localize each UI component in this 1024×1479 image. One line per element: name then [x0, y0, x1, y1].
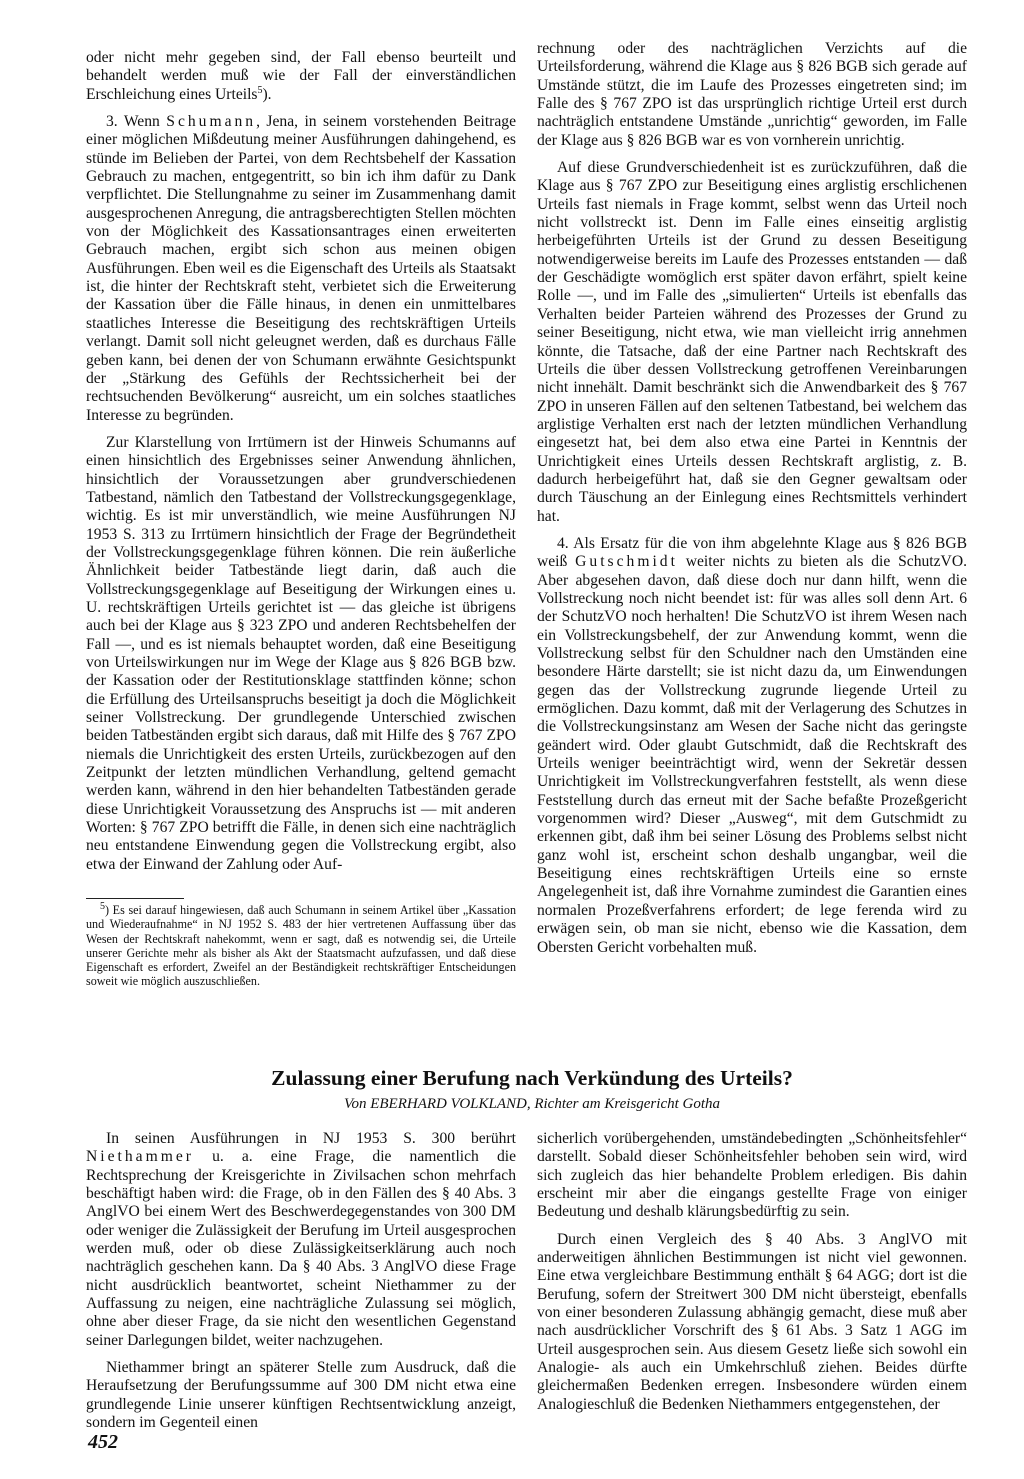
paragraph: Zur Klarstellung von Irrtümern ist der Hinweis Schumanns auf einen hinsichtlich des Ergebnisses seiner Anwendung ähnlichen, hinsichtlich der Voraussetzungen aber grundverschiedenen Tatbestand, nämlich den Tatbestand der Vollstreckungsgegenklage, wichtig. Es ist mir unverständlich, wie meine Ausführungen NJ 1953 S. 313 zu Irrtümern hinsichtlich der Frage der Begründetheit der Vollstreckungsgegenklage führen können. Die rein äußerliche Ähnlichkeit beider Tatbestände liegt darin, daß auch die Vollstreckungsgegenklage auf Beseitigung der Wirkungen eines u. U. rechtskräftigen Urteils gerichtet ist — das gleiche ist übrigens auch bei der Klage aus § 323 ZPO und anderen Rechtsbehelfen der Fall —, und es ist niemals behauptet worden, daß eine Beseitigung von Urteilswirkungen nur im Wege der Klage aus § 826 BGB bzw. der Kassation oder der Restitutionsklage stattfinden könne; schon die Erfüllung des Urteilsanspruchs beseitigt ja doch die Möglichkeit seiner Vollstreckung. Der grundlegende Unterschied zwischen beiden Tatbeständen ergibt sich daraus, daß mit Hilfe des § 767 ZPO niemals die Unrichtigkeit des ersten Urteils, zurückbezogen auf den Zeitpunkt der letzten mündlichen Verhandlung, geltend gemacht werden kann, während in den hier behandelten Tatbeständen gerade diese Unrichtigkeit Voraussetzung des Anspruchs ist — mit anderen Worten: § 767 ZPO betrifft die Fälle, in denen sich eine nachträglich neu entstandene Einwendung gegen die Vollstreckung ergibt, also etwa der Einwand der Zahlung oder Auf-: [86, 433, 516, 873]
author-name: Niethammer: [86, 1148, 194, 1166]
paragraph-text: , Jena, in seinem vorstehenden Beitrage einer möglichen Mißdeutung meiner Ausführungen dahingehend, es stünde im Belieben der Partei, von dem Rechtsbehelf der Kassation Gebrauch zu machen, entgegentritt, so bin ich ihm dafür zu Dank verpflichtet. Die Stellungnahme zu seiner im Zusammenhang damit ausgesprochenen Anregung, die antragsberechtigten Stellen möchten von der Möglichkeit des Kassationsantrages einen erweiterten Gebrauch machen, ergibt sich schon aus meinen obigen Ausführungen. Eben weil es die Eigenschaft des Urteils als Staatsakt ist, die hinter der Rechtskraft steht, verbietet sich die Erweiterung der Kassation über die Fälle hinaus, in denen ein unmittelbares staatliches Interesse die Beseitigung des rechtskräftigen Urteils verlangt. Damit soll nicht geleugnet werden, daß es durchaus Fälle geben kann, bei denen der von Schumann erwähnte Gesichtspunkt der „Stärkung des Gefühls der Rechtssicherheit bei der rechtsuchenden Bevölkerung“ ausreicht, um ein solches staatliches Interesse zu begründen.: [86, 113, 516, 424]
page-number: 452: [88, 1431, 118, 1453]
paragraph: sicherlich vorübergehenden, umständebedingten „Schönheitsfehler“ darstellt. Sobald dieser Schönheitsfehler behoben sein wird, wird sich zugleich das hier behandelte Problem erledigen. Bis dahin erscheint mir aber die eingangs gestellte Frage von einiger Bedeutung und deshalb klärungsbedürftig zu sein.: [537, 1130, 967, 1221]
author-name: Gutschmidt: [575, 553, 678, 571]
paragraph: [86, 1130, 516, 1350]
paragraph-text: oder nicht mehr gegeben sind, der Fall ebenso beurteilt und behandelt werden muß wie der Fall der einverständlichen Erschleichung eines Urteils: [86, 49, 516, 103]
footnote: [86, 900, 516, 989]
paragraph-text: In seinen Ausführungen in NJ 1953 S. 300 berührt: [106, 1130, 516, 1147]
upper-left-column: [86, 49, 516, 874]
article-title: Zulassung einer Berufung nach Verkündung des Urteils?: [271, 1066, 793, 1090]
paragraph-text: ).: [262, 85, 272, 103]
footnote-rule: [86, 898, 184, 899]
paragraph-text: u. a. eine Frage, die namentlich die Rechtsprechung der Kreisgerichte in Zivilsachen schon mehrfach beschäftigt haben wird: die Frage, ob in den Fällen des § 40 Abs. 3 AnglVO bei einem Wert des Beschwerdegegenstandes von 300 DM oder weniger die Zulässigkeit der Berufung im Urteil ausgesprochen werden muß, oder ob diese Zulässigkeitserklärung auch noch nachträglich geschehen kann. Da § 40 Abs. 3 AnglVO diese Frage nicht ausdrücklich beantwortet, scheint Niethammer zu der Auffassung zu neigen, eine nachträgliche Zulassung sei möglich, ohne aber dieser Frage, da sie nicht den wesentlichen Gegenstand seiner Darlegungen bildet, weiter nachzugehen.: [86, 1148, 516, 1349]
lower-right-column: [537, 1130, 967, 1414]
footnote-number: 5: [100, 900, 105, 912]
paragraph-text: weiter nichts zu bieten als die SchutzVO. Aber abgesehen davon, daß diese doch nur dann hilft, wenn die Vollstreckung noch nicht beendet ist: für was alles soll denn Art. 6 der SchutzVO noch herhalten! Die SchutzVO ist ihrem Wesen nach ein Vollstreckungsbehelf, der zur Anwendung kommt, wenn die Vollstreckung selbst für den Schuldner nach den Umständen eine besondere Härte darstellt; sie ist nicht dazu da, um Einwendungen gegen das der Vollstreckung zugrunde liegende Urteil zu ermöglichen. Dazu kommt, daß mit der Verlagerung des Schutzes in die Vollstreckungsinstanz am Wesen der Sache nicht das geringste geändert wird. Oder glaubt Gutschmidt, daß die Rechtskraft des Urteils weniger beeinträchtigt wird, wenn der Sekretär dessen Unrichtigkeit im Vollstreckungverfahren feststellt, als wenn diese Feststellung durch das erneut mit der Sache befaßte Prozeßgericht vorgenommen wird? Dieser „Ausweg“, mit dem Gutschmidt zu erkennen gibt, daß ihm bei seiner Lösung des Problems selbst nicht ganz wohl ist, erscheint schon deshalb ungangbar, weil die Beseitigung eines rechtskräftigen Urteils eine so ernste Angelegenheit ist, daß ihre Vornahme zumindest die Garantien eines normalen Prozeßverfahrens erfordert; de lege ferenda wird zu erwägen sein, ob man sie nicht, ebenso wie die Kassation, dem Obersten Gericht vorbehalten muß.: [537, 553, 967, 956]
author-name: Schumann: [166, 113, 257, 131]
upper-right-column: [537, 40, 967, 957]
paragraph: Auf diese Grundverschiedenheit ist es zurückzuführen, daß die Klage aus § 767 ZPO zur Beseitigung eines arglistig erschlichenen Urteils fast niemals in Frage kommt, selbst wenn das Urteil noch nicht vollstreckt ist. Denn im Falle eines einseitig arglistig herbeigeführten Urteils ist der Grund zu dessen Beseitigung notwendigerweise bereits im Laufe des Prozesses entstanden — daß der Geschädigte womöglich erst später davon erfährt, spielt keine Rolle —, und im Falle des „simulierten“ Urteils ist ebenfalls das Verhalten beider Parteien während des Prozesses der Grund zu seiner Beseitigung, nicht etwa, wie man vielleicht irrig annehmen könnte, die Tatsache, daß der eine Partner nach Rechtskraft des Urteils die über dessen Vollstreckung getroffenen Vereinbarungen nicht innehält. Damit beschränkt sich die Anwendbarkeit des § 767 ZPO in unseren Fällen auf den seltenen Tatbestand, bei welchem das arglistige Verhalten erst nach der letzten mündlichen Verhandlung eingesetzt hat, bei dem also etwa eine Partei in Kenntnis der Unrichtigkeit eines Urteils dessen Rechtskraft arglistig, z. B. dadurch herbeigeführt hat, daß sie den Gegner gewaltsam oder durch Täuschung an der Einlegung eines Rechtsmittels verhindert hat.: [537, 159, 967, 525]
paragraph: [86, 113, 516, 425]
paragraph: Niethammer bringt an späterer Stelle zum Ausdruck, daß die Heraufsetzung der Berufungssumme auf 300 DM nicht etwa eine grundlegende Linie unserer künftigen Rechtsentwicklung anzeigt, sondern im Gegenteil einen: [86, 1359, 516, 1432]
article-byline: Von EBERHARD VOLKLAND, Richter am Kreisgericht Gotha: [343, 1096, 721, 1112]
paragraph: [86, 49, 516, 104]
section-number: 3. Wenn: [106, 113, 160, 131]
footnote-ref: 5: [257, 84, 263, 96]
footnote-text: ) Es sei darauf hingewiesen, daß auch Schumann in seinem Artikel über „Kassation und Wiederaufnahme“ in NJ 1952 S. 483 der hier vertretenen Auffassung über das Wesen der Rechtskraft nahekommt, wenn er sagt, daß es notwendig sei, die Urteile unserer Gerichte mehr als bisher als Akt der Staatsmacht aufzufassen, und daß diese Eigenschaft es erfordert, Zweifel an der Beständigkeit rechtskräftiger Entscheidungen soweit wie möglich auszuschließen.: [86, 903, 516, 989]
paragraph: [537, 535, 967, 957]
lower-left-column: [86, 1130, 516, 1433]
paragraph: Durch einen Vergleich des § 40 Abs. 3 AnglVO mit anderweitigen ähnlichen Bestimmungen ist nicht viel gewonnen. Eine etwa vergleichbare Bestimmung enthält § 64 AGG; dort ist die Berufung, sofern der Streitwert 300 DM nicht übersteigt, ebenfalls von einer besonderen Zulassung abhängig gemacht, diese muß aber nach ausdrücklicher Vorschrift des § 61 Abs. 3 Satz 1 AGG im Urteil ausgesprochen sein. Aus diesem Gesetz ließe sich sowohl ein Analogie- als auch ein Umkehrschluß ziehen. Beides dürfte gleichermaßen Bedenken erregen. Insbesondere würden einem Analogieschluß die Bedenken Niethammers entgegenstehen, der: [537, 1230, 967, 1413]
paragraph: rechnung oder des nachträglichen Verzichts auf die Urteilsforderung, während die Klage aus § 826 BGB sich gerade auf Umstände stützt, die im Laufe des Prozesses eingetreten sind; im Falle des § 767 ZPO ist das ursprünglich richtige Urteil erst durch nachträglich entstandene Umstände „unrichtig“ geworden, im Falle der Klage aus § 826 BGB war es von vornherein unrichtig.: [537, 40, 967, 149]
paragraph-text: 4. Als Ersatz für die von ihm abgelehnte Klage aus § 826 BGB weiß: [537, 534, 967, 571]
